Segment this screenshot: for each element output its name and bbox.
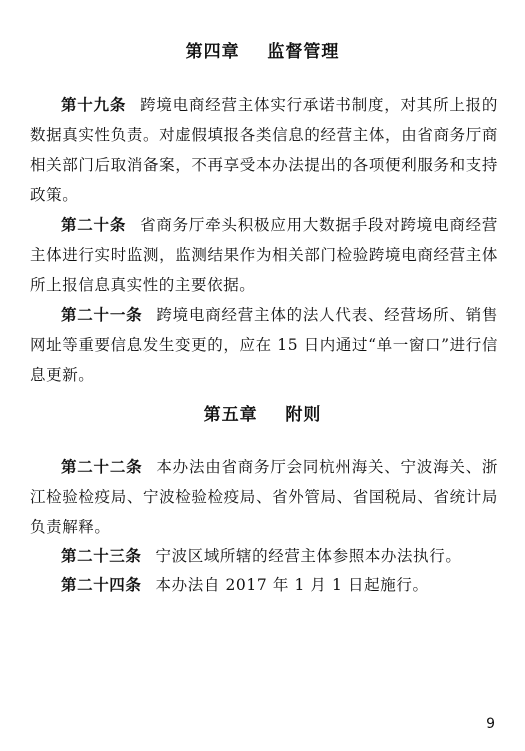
article-20-text: 省商务厅牵头积极应用大数据手段对跨境电商经营主体进行实时监测，监测结果作为相关部门检验跨境电商经营主体所上报信息真实性的主要依据。 [30, 216, 498, 294]
article-20-label: 第二十条 [61, 216, 127, 234]
article-20 [30, 210, 498, 300]
article-22-text: 本办法由省商务厅会同杭州海关、宁波海关、浙江检验检疫局、宁波检验检疫局、省外管局、省国税局、省统计局负责解释。 [30, 458, 498, 536]
page-number: 9 [486, 716, 495, 732]
article-24 [30, 570, 498, 600]
article-22 [30, 452, 498, 542]
article-21 [30, 300, 498, 390]
article-21-label: 第二十一条 [61, 306, 143, 324]
article-19-label: 第十九条 [61, 96, 127, 114]
article-24-text: 本办法自 2017 年 1 月 1 日起施行。 [155, 576, 429, 594]
chapter-4-title: 第四章 监督管理 [185, 42, 340, 62]
article-19-text: 跨境电商经营主体实行承诺书制度，对其所上报的数据真实性负责。对虚假填报各类信息的经营主体，由省商务厅商相关部门后取消备案，不再享受本办法提出的各项便利服务和支持政策。 [30, 96, 498, 204]
article-19 [30, 90, 498, 210]
chapter-5-title: 第五章 附则 [203, 405, 322, 425]
article-23-text: 宁波区域所辖的经营主体参照本办法执行。 [155, 547, 462, 565]
article-23-label: 第二十三条 [61, 547, 142, 565]
article-22-label: 第二十二条 [61, 458, 143, 476]
article-24-label: 第二十四条 [61, 576, 142, 594]
article-21-text: 跨境电商经营主体的法人代表、经营场所、销售网址等重要信息发生变更的，应在 15 日内通过“单一窗口”进行信息更新。 [30, 306, 498, 384]
article-23 [30, 541, 498, 571]
